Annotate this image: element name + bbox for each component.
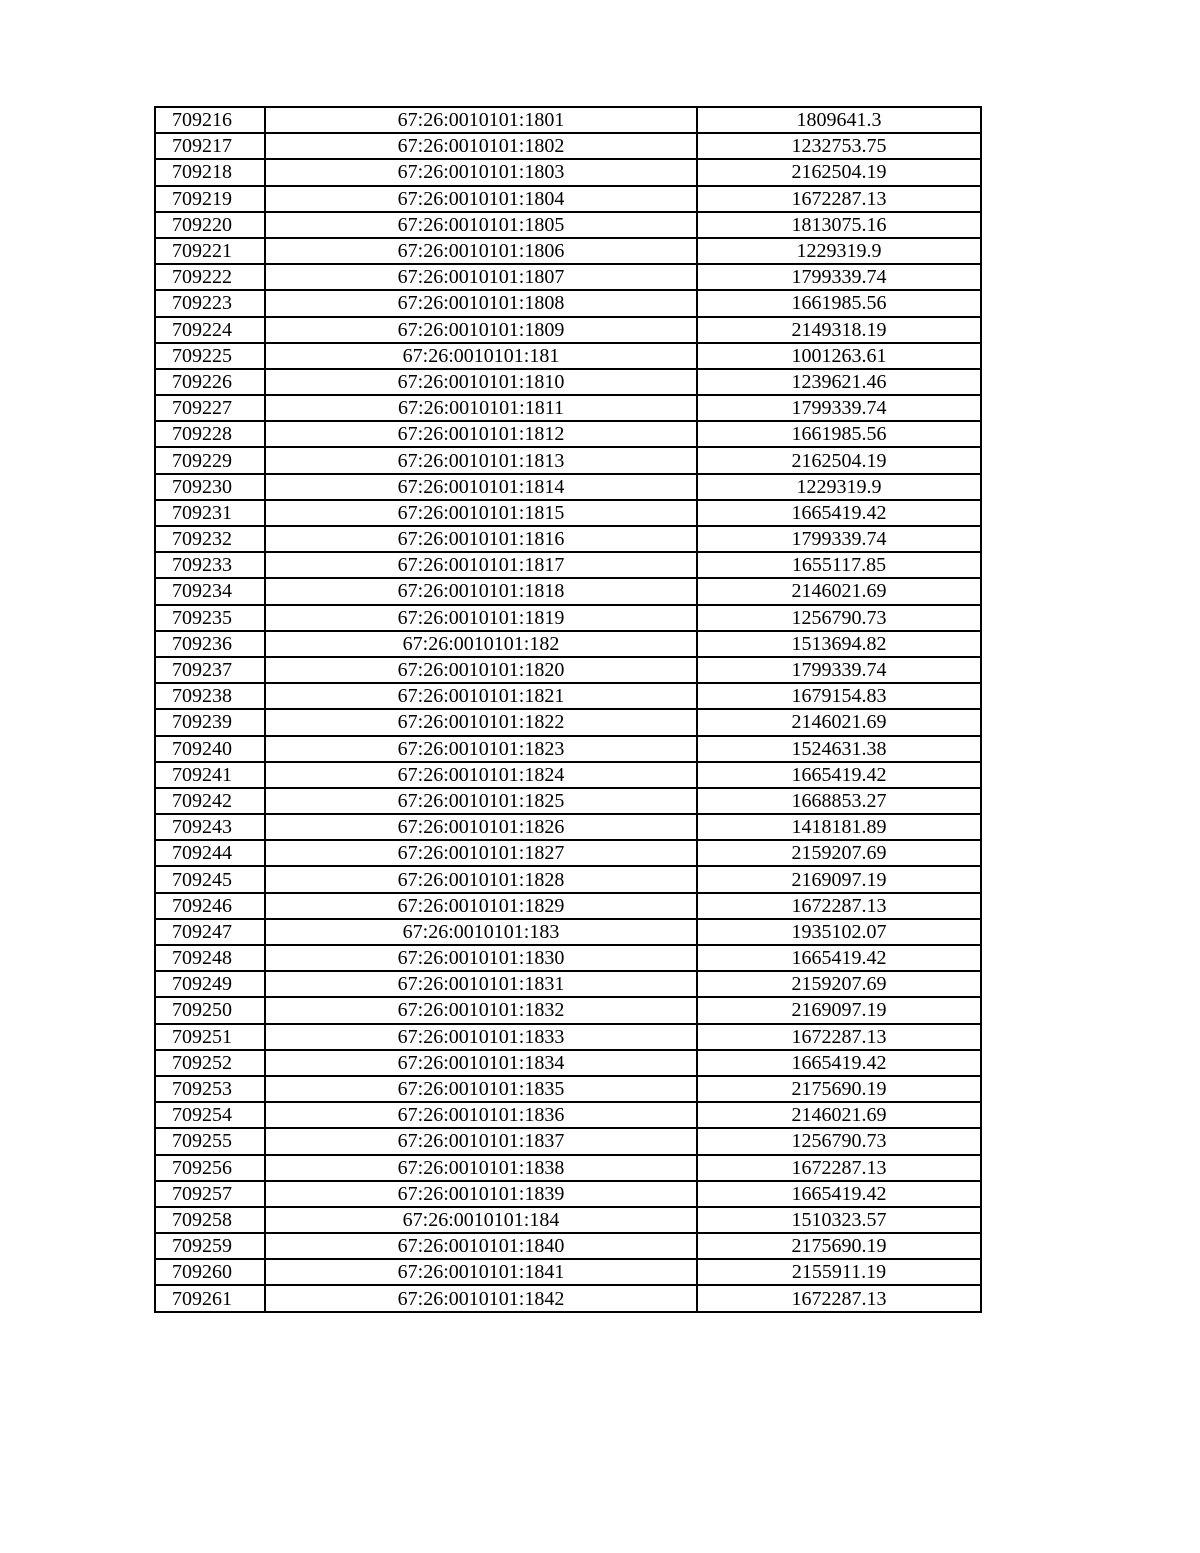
value-cell: 1510323.57: [697, 1207, 981, 1233]
row-id-cell: 709232: [155, 526, 265, 552]
cadastral-number-cell: 67:26:0010101:1826: [265, 814, 697, 840]
table-row: [155, 238, 981, 264]
row-id-cell: 709216: [155, 107, 265, 133]
value-cell: 1672287.13: [697, 1285, 981, 1311]
table-row: [155, 552, 981, 578]
table-row: [155, 840, 981, 866]
table-row: [155, 971, 981, 997]
row-id-cell: 709258: [155, 1207, 265, 1233]
row-id-cell: 709255: [155, 1128, 265, 1154]
value-cell: 1672287.13: [697, 1024, 981, 1050]
cadastral-number-cell: 67:26:0010101:1827: [265, 840, 697, 866]
value-cell: 2175690.19: [697, 1233, 981, 1259]
table-row: [155, 1233, 981, 1259]
row-id-cell: 709235: [155, 605, 265, 631]
cadastral-number-cell: 67:26:0010101:1801: [265, 107, 697, 133]
row-id-cell: 709225: [155, 343, 265, 369]
table-row: [155, 578, 981, 604]
table-row: [155, 683, 981, 709]
cadastral-number-cell: 67:26:0010101:183: [265, 919, 697, 945]
table-row: [155, 1050, 981, 1076]
table-row: [155, 1102, 981, 1128]
value-cell: 1799339.74: [697, 526, 981, 552]
value-cell: 2169097.19: [697, 997, 981, 1023]
cadastral-number-cell: 67:26:0010101:1833: [265, 1024, 697, 1050]
row-id-cell: 709242: [155, 788, 265, 814]
cadastral-number-cell: 67:26:0010101:1810: [265, 369, 697, 395]
cadastral-number-cell: 67:26:0010101:1835: [265, 1076, 697, 1102]
cadastral-number-cell: 67:26:0010101:1813: [265, 447, 697, 473]
value-cell: 1661985.56: [697, 290, 981, 316]
row-id-cell: 709223: [155, 290, 265, 316]
cadastral-number-cell: 67:26:0010101:1838: [265, 1155, 697, 1181]
cadastral-number-cell: 67:26:0010101:1828: [265, 866, 697, 892]
value-cell: 1672287.13: [697, 186, 981, 212]
value-cell: 1935102.07: [697, 919, 981, 945]
row-id-cell: 709241: [155, 762, 265, 788]
table-row: [155, 945, 981, 971]
cadastral-number-cell: 67:26:0010101:1803: [265, 159, 697, 185]
table-row: [155, 107, 981, 133]
value-cell: 2146021.69: [697, 709, 981, 735]
value-cell: 1672287.13: [697, 1155, 981, 1181]
value-cell: 2146021.69: [697, 1102, 981, 1128]
cadastral-number-cell: 67:26:0010101:1820: [265, 657, 697, 683]
row-id-cell: 709218: [155, 159, 265, 185]
table-row: [155, 919, 981, 945]
value-cell: 1672287.13: [697, 893, 981, 919]
value-cell: 1813075.16: [697, 212, 981, 238]
row-id-cell: 709217: [155, 133, 265, 159]
value-cell: 2169097.19: [697, 866, 981, 892]
cadastral-number-cell: 67:26:0010101:1804: [265, 186, 697, 212]
value-cell: 2146021.69: [697, 578, 981, 604]
row-id-cell: 709219: [155, 186, 265, 212]
row-id-cell: 709229: [155, 447, 265, 473]
table-row: [155, 500, 981, 526]
row-id-cell: 709249: [155, 971, 265, 997]
row-id-cell: 709259: [155, 1233, 265, 1259]
table-row: [155, 395, 981, 421]
cadastral-number-cell: 67:26:0010101:181: [265, 343, 697, 369]
table-row: [155, 1076, 981, 1102]
cadastral-number-cell: 67:26:0010101:1816: [265, 526, 697, 552]
table-row: [155, 290, 981, 316]
cadastral-number-cell: 67:26:0010101:1821: [265, 683, 697, 709]
cadastral-number-cell: 67:26:0010101:1829: [265, 893, 697, 919]
cadastral-number-cell: 67:26:0010101:1834: [265, 1050, 697, 1076]
value-cell: 1256790.73: [697, 605, 981, 631]
row-id-cell: 709233: [155, 552, 265, 578]
value-cell: 1668853.27: [697, 788, 981, 814]
row-id-cell: 709248: [155, 945, 265, 971]
value-cell: 1799339.74: [697, 264, 981, 290]
cadastral-number-cell: 67:26:0010101:1830: [265, 945, 697, 971]
row-id-cell: 709256: [155, 1155, 265, 1181]
row-id-cell: 709247: [155, 919, 265, 945]
value-cell: 2159207.69: [697, 971, 981, 997]
row-id-cell: 709231: [155, 500, 265, 526]
value-cell: 1665419.42: [697, 762, 981, 788]
cadastral-number-cell: 67:26:0010101:182: [265, 631, 697, 657]
table-row: [155, 893, 981, 919]
value-cell: 2162504.19: [697, 159, 981, 185]
table-row: [155, 133, 981, 159]
row-id-cell: 709220: [155, 212, 265, 238]
cadastral-number-cell: 67:26:0010101:1831: [265, 971, 697, 997]
value-cell: 2175690.19: [697, 1076, 981, 1102]
value-cell: 1799339.74: [697, 395, 981, 421]
row-id-cell: 709253: [155, 1076, 265, 1102]
value-cell: 1809641.3: [697, 107, 981, 133]
row-id-cell: 709228: [155, 421, 265, 447]
value-cell: 1229319.9: [697, 474, 981, 500]
row-id-cell: 709260: [155, 1259, 265, 1285]
table-row: [155, 1207, 981, 1233]
row-id-cell: 709250: [155, 997, 265, 1023]
value-cell: 1665419.42: [697, 1181, 981, 1207]
cadastral-number-cell: 67:26:0010101:1840: [265, 1233, 697, 1259]
cadastral-number-cell: 67:26:0010101:1839: [265, 1181, 697, 1207]
cadastral-number-cell: 67:26:0010101:1836: [265, 1102, 697, 1128]
table-row: [155, 762, 981, 788]
row-id-cell: 709224: [155, 317, 265, 343]
cadastral-number-cell: 67:26:0010101:1822: [265, 709, 697, 735]
table-row: [155, 788, 981, 814]
table-row: [155, 421, 981, 447]
table-row: [155, 1181, 981, 1207]
table-row: [155, 1024, 981, 1050]
table-row: [155, 1285, 981, 1311]
row-id-cell: 709257: [155, 1181, 265, 1207]
table-row: [155, 474, 981, 500]
row-id-cell: 709237: [155, 657, 265, 683]
value-cell: 1239621.46: [697, 369, 981, 395]
cadastral-number-cell: 67:26:0010101:1805: [265, 212, 697, 238]
table-row: [155, 447, 981, 473]
table-row: [155, 1259, 981, 1285]
cadastral-number-cell: 67:26:0010101:1807: [265, 264, 697, 290]
data-table: [154, 106, 982, 1313]
row-id-cell: 709245: [155, 866, 265, 892]
cadastral-number-cell: 67:26:0010101:1823: [265, 736, 697, 762]
cadastral-number-cell: 67:26:0010101:1825: [265, 788, 697, 814]
value-cell: 1001263.61: [697, 343, 981, 369]
cadastral-number-cell: 67:26:0010101:1817: [265, 552, 697, 578]
row-id-cell: 709244: [155, 840, 265, 866]
row-id-cell: 709238: [155, 683, 265, 709]
row-id-cell: 709243: [155, 814, 265, 840]
value-cell: 1665419.42: [697, 1050, 981, 1076]
value-cell: 1418181.89: [697, 814, 981, 840]
value-cell: 1232753.75: [697, 133, 981, 159]
table-row: [155, 997, 981, 1023]
value-cell: 1229319.9: [697, 238, 981, 264]
table-row: [155, 814, 981, 840]
cadastral-number-cell: 67:26:0010101:1808: [265, 290, 697, 316]
cadastral-number-cell: 67:26:0010101:1811: [265, 395, 697, 421]
cadastral-number-cell: 67:26:0010101:1806: [265, 238, 697, 264]
value-cell: 1665419.42: [697, 500, 981, 526]
table-row: [155, 736, 981, 762]
value-cell: 1513694.82: [697, 631, 981, 657]
row-id-cell: 709221: [155, 238, 265, 264]
table-row: [155, 159, 981, 185]
row-id-cell: 709227: [155, 395, 265, 421]
cadastral-number-cell: 67:26:0010101:1815: [265, 500, 697, 526]
value-cell: 1679154.83: [697, 683, 981, 709]
value-cell: 1661985.56: [697, 421, 981, 447]
cadastral-number-cell: 67:26:0010101:184: [265, 1207, 697, 1233]
table-row: [155, 866, 981, 892]
table-row: [155, 631, 981, 657]
row-id-cell: 709251: [155, 1024, 265, 1050]
table-row: [155, 343, 981, 369]
value-cell: 2162504.19: [697, 447, 981, 473]
table-row: [155, 657, 981, 683]
row-id-cell: 709261: [155, 1285, 265, 1311]
row-id-cell: 709240: [155, 736, 265, 762]
table-row: [155, 526, 981, 552]
value-cell: 1665419.42: [697, 945, 981, 971]
row-id-cell: 709222: [155, 264, 265, 290]
cadastral-number-cell: 67:26:0010101:1814: [265, 474, 697, 500]
cadastral-number-cell: 67:26:0010101:1812: [265, 421, 697, 447]
row-id-cell: 709236: [155, 631, 265, 657]
value-cell: 1799339.74: [697, 657, 981, 683]
cadastral-number-cell: 67:26:0010101:1824: [265, 762, 697, 788]
row-id-cell: 709230: [155, 474, 265, 500]
table-row: [155, 317, 981, 343]
table-row: [155, 212, 981, 238]
value-cell: 1655117.85: [697, 552, 981, 578]
cadastral-number-cell: 67:26:0010101:1818: [265, 578, 697, 604]
value-cell: 1524631.38: [697, 736, 981, 762]
cadastral-number-cell: 67:26:0010101:1819: [265, 605, 697, 631]
cadastral-number-cell: 67:26:0010101:1809: [265, 317, 697, 343]
value-cell: 1256790.73: [697, 1128, 981, 1154]
table-row: [155, 709, 981, 735]
table-row: [155, 186, 981, 212]
value-cell: 2155911.19: [697, 1259, 981, 1285]
row-id-cell: 709234: [155, 578, 265, 604]
row-id-cell: 709246: [155, 893, 265, 919]
row-id-cell: 709226: [155, 369, 265, 395]
row-id-cell: 709252: [155, 1050, 265, 1076]
table-row: [155, 369, 981, 395]
cadastral-number-cell: 67:26:0010101:1841: [265, 1259, 697, 1285]
table-row: [155, 1155, 981, 1181]
cadastral-number-cell: 67:26:0010101:1832: [265, 997, 697, 1023]
row-id-cell: 709254: [155, 1102, 265, 1128]
row-id-cell: 709239: [155, 709, 265, 735]
cadastral-number-cell: 67:26:0010101:1802: [265, 133, 697, 159]
table-row: [155, 264, 981, 290]
value-cell: 2159207.69: [697, 840, 981, 866]
table-row: [155, 1128, 981, 1154]
cadastral-number-cell: 67:26:0010101:1842: [265, 1285, 697, 1311]
value-cell: 2149318.19: [697, 317, 981, 343]
table-row: [155, 605, 981, 631]
table-body: [155, 107, 981, 1312]
cadastral-number-cell: 67:26:0010101:1837: [265, 1128, 697, 1154]
